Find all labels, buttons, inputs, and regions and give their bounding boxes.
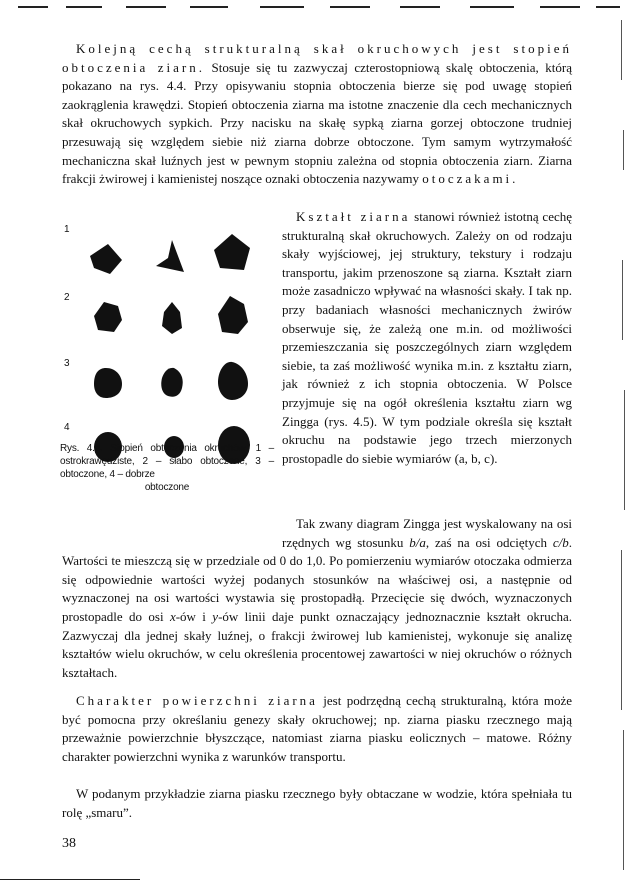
- rounded-grain-shape: [158, 366, 186, 400]
- subangular-grain-shape: [92, 300, 124, 334]
- paragraph-surface-character: Charakter powierzchni ziarna jest podrzędną cechą strukturalną, która może być pomocna przy określaniu genezy skały okruchowej; np. ziarna piasku rzecznego mają przeważnie powierzchnie błyszczące, natomiast ziarna piasku eolicznych – matowe. Różny charakter powierzchni wynika z warunków transportu.: [62, 693, 572, 764]
- zingg-paragraph-start: Tak zwany diagram Zingga jest wyskalowany na osi rzędnych wg stosunku b/a, zaś na osi odciętych c/b.: [282, 516, 572, 550]
- angular-grain-shape: [154, 238, 186, 276]
- angular-grain-shape: [88, 240, 124, 276]
- zingg-paragraph-continuation: Wartości te mieszczą się w przedziale od 0 do 1,0. Po pomierzeniu wymiarów otoczaka odmierza się odpowiednie wartości wyżej podanych stosunków na właściwej osi, a następnie od wyznaczonej na osi wartości wystawia się prostopadłą. Przecięcie się dwóch, wyznaczonych prostopadle do osi x-ów i y-ów linii daje punkt oznaczający jednoznacznie kształt okrucha. Zazwyczaj dla jednej skały luźnej, o frakcji żwirowej lub kamienistej, wykonuje się analizę kształtów wielu okruchów, w celu określenia procentowej zawartości w niej okruchów o różnych kształtach.: [62, 553, 572, 680]
- scan-edge-right: [619, 10, 627, 880]
- rounded-grain-shape: [92, 366, 124, 400]
- figure-rounding-grades: [62, 222, 272, 552]
- figure-row-label: 1: [64, 224, 70, 235]
- subangular-grain-shape: [216, 294, 250, 336]
- scan-edge-top: [0, 6, 629, 9]
- figure-row-label: 4: [64, 422, 70, 433]
- paragraph-lubricant-note: W podanym przykładzie ziarna piasku rzecznego były obtaczane w wodzie, która spełniała tu rolę „smaru”.: [62, 786, 572, 820]
- paragraph-grain-shape: Kształt ziarna stanowi również istotną cechę strukturalną skał okruchowych. Zależy on od rodzaju skały wyjściowej, jej struktury, tekstury i rodzaju transportu, jakim przenoszone są ziarna. Kształt ziarn może zasadniczo wpływać na własności skały. I tak np. przy badaniach własności mechanicznych żwirów obserwuje się, że zależą one m.in. od możliwości przemieszczania się poszczególnych ziarn względem siebie, ta zaś możliwość wynika m.in. z kształtu ziarn, jak również z ich stopnia obtoczenia. W Polsce przyjmuje się na ogół określenia kształtu ziarn wg Zingga (rys. 4.5). W tym podziale określa się kształt okruchu na podstawie jego trzech mierzonych prostopadle do siebie wymiarów (a, b, c).: [282, 209, 573, 466]
- spaced-term-rounding: Kolejną cechą strukturalną skał okruchowych jest stopień obtoczenia ziarn.: [62, 41, 572, 75]
- page-number: 38: [62, 836, 76, 851]
- rounded-grain-shape: [216, 360, 250, 402]
- paragraph-rounding: Kolejną cechą strukturalną skał okruchowych jest stopień obtoczenia ziarn. Stosuje się tu zazwyczaj czterostopniową skalę obtoczenia, którą pokazano na rys. 4.4. Przy opisywaniu stopnia obtoczenia bierze się pod uwagę stopień zaokrąglenia krawędzi. Stopień obtoczenia ziarna ma istotne znaczenie dla cech mechanicznych skał okruchowych sypkich. Przy nacisku na skałę sypką ziarna gorzej obtoczone trudniej przesuwają się względem siebie niż ziarna dobrze obtoczone. Tym samym wytrzymałość mechaniczna skał luźnych jest w pewnym stopniu zależna od stopnia obtoczenia ziarn. Ziarna frakcji żwirowej i kamienistej noszące oznaki obtoczenia nazywamy otoczakami.: [62, 41, 572, 187]
- angular-grain-shape: [212, 232, 252, 272]
- figure-caption: Rys. 4.4. Stopień obtoczenia okruchów: 1 – ostrokrawędziste, 2 – słabo obtoczone, 3 – obtoczone, 4 – dobrze obtoczone: [60, 443, 274, 493]
- figure-row-label: 2: [64, 292, 70, 303]
- spaced-term-grain-shape: Kształt ziarna: [296, 209, 411, 224]
- spaced-term-surface: Charakter powierzchni ziarna: [76, 693, 318, 708]
- spaced-term-pebbles: otoczakami.: [422, 171, 519, 187]
- zingg-paragraph-block: [62, 515, 572, 682]
- scan-edge-bottom: [0, 879, 140, 880]
- figure-row-label: 3: [64, 358, 70, 369]
- subangular-grain-shape: [158, 300, 184, 336]
